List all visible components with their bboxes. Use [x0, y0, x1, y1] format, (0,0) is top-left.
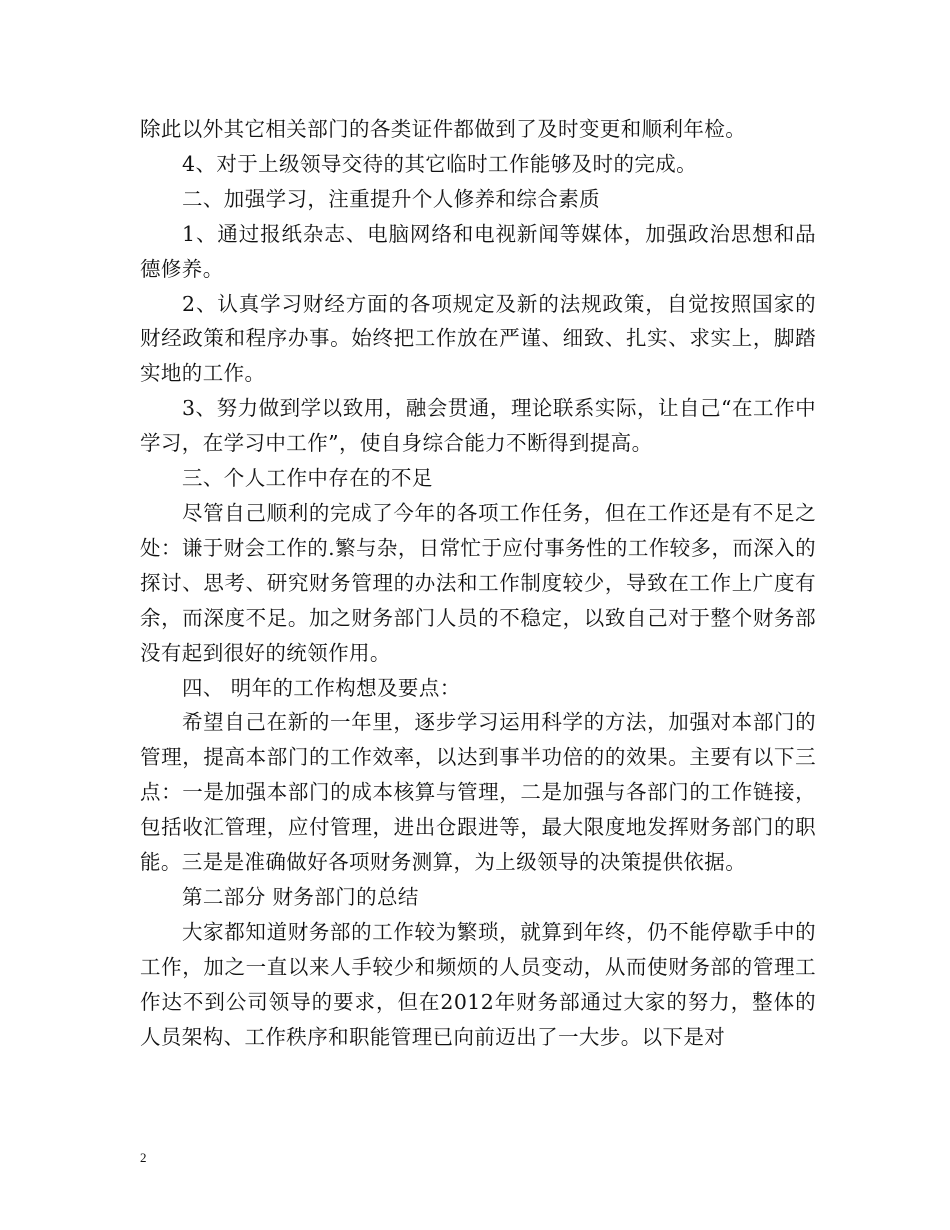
- paragraph-2: 4、对于上级领导交待的其它临时工作能够及时的完成。: [182, 151, 698, 176]
- section-heading-2: 二、加强学习，注重提升个人修养和综合素质: [182, 186, 600, 211]
- section-heading-3: 三、个人工作中存在的不足: [182, 466, 433, 491]
- page-number: 2: [140, 1150, 147, 1165]
- paragraph-12: 大家都知道财务部的工作较为繁琐，就算到年终，仍不能停歇手中的工作，加之一直以来人手较少和频烦的人员变动，从而使财务部的管理工作达不到公司领导的要求，但在2012年财务部通过大家的努力，整体的人员架构、工作秩序和职能管理已向前迈出了一大步。以下是对: [140, 919, 816, 1049]
- document-body: [140, 112, 816, 1054]
- paragraph-6: 3、努力做到学以致用，融会贯通，理论联系实际，让自己“在工作中学习，在学习中工作”，使自身综合能力不断得到提高。: [140, 396, 816, 456]
- paragraph-5: 2、认真学习财经方面的各项规定及新的法规政策，自觉按照国家的财经政策和程序办事。始终把工作放在严谨、细致、扎实、求实上，脚踏实地的工作。: [140, 291, 816, 386]
- paragraph-4: 1、通过报纸杂志、电脑网络和电视新闻等媒体，加强政治思想和品德修养。: [140, 221, 816, 281]
- part-heading-2: 第二部分 财务部门的总结: [182, 884, 419, 909]
- paragraph-1: 除此以外其它相关部门的各类证件都做到了及时变更和顺利年检。: [140, 117, 747, 141]
- paragraph-10: 希望自己在新的一年里，逐步学习运用科学的方法，加强对本部门的管理，提高本部门的工作效率，以达到事半功倍的的效果。主要有以下三点：一是加强本部门的成本核算与管理，二是加强与各部门的工作链接，包括收汇管理，应付管理，进出仓跟进等，最大限度地发挥财务部门的职能。三是是准确做好各项财务测算，为上级领导的决策提供依据。: [140, 710, 816, 875]
- paragraph-8: 尽管自己顺利的完成了今年的各项工作任务，但在工作还是有不足之处：谦于财会工作的.繁与杂，日常忙于应付事务性的工作较多，而深入的探讨、思考、研究财务管理的办法和工作制度较少，导致在工作上广度有余，而深度不足。加之财务部门人员的不稳定，以致自己对于整个财务部没有起到很好的统领作用。: [140, 500, 816, 665]
- section-heading-4: 四、 明年的工作构想及要点：: [182, 675, 461, 700]
